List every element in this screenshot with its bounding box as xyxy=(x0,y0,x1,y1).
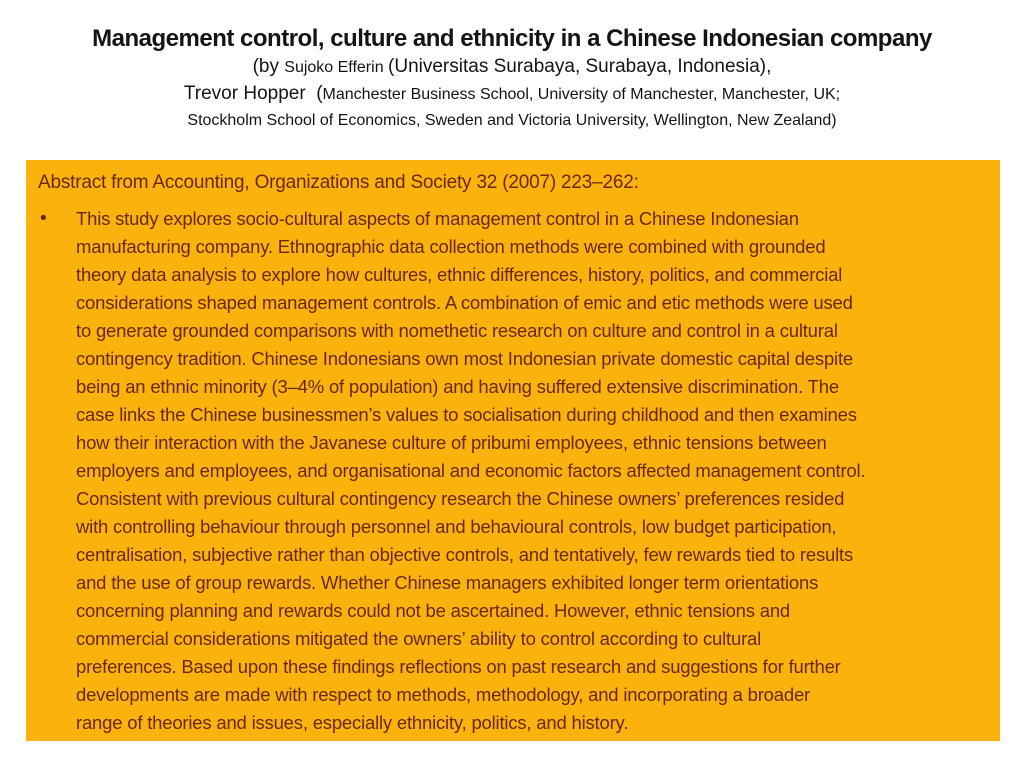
abstract-line: employers and employees, and organisational and economic factors affected management control. xyxy=(76,460,866,481)
abstract-line: and the use of group rewards. Whether Chinese managers exhibited longer term orientations xyxy=(76,572,819,593)
abstract-bullet-item xyxy=(38,205,988,737)
abstract-line: centralisation, subjective rather than objective controls, and tentatively, few rewards tied to results xyxy=(76,544,854,565)
byline-line-3: Stockholm School of Economics, Sweden and Victoria University, Wellington, New Zealand) xyxy=(187,112,837,129)
bullet-icon: • xyxy=(40,208,47,229)
abstract-line: contingency tradition. Chinese Indonesians own most Indonesian private domestic capital despite xyxy=(76,348,853,369)
abstract-line: range of theories and issues, especially ethnicity, politics, and history. xyxy=(76,712,629,733)
abstract-text xyxy=(76,205,988,737)
abstract-line: This study explores socio-cultural aspects of management control in a Chinese Indonesian xyxy=(76,208,799,229)
author-name-sujoko-efferin: Sujoko Efferin xyxy=(284,59,389,76)
affiliation-universitas-surabaya: (Universitas Surabaya, Surabaya, Indonesia), xyxy=(388,56,772,77)
abstract-box xyxy=(26,160,1000,741)
abstract-line: theory data analysis to explore how cultures, ethnic differences, history, politics, and commercial xyxy=(76,264,843,285)
byline-line-2 xyxy=(0,81,1024,108)
abstract-line: being an ethnic minority (3–4% of population) and having suffered extensive discrimination. The xyxy=(76,376,839,397)
abstract-line: with controlling behaviour through personnel and behavioural controls, low budget participation, xyxy=(76,516,837,537)
abstract-line: preferences. Based upon these findings reflections on past research and suggestions for further xyxy=(76,656,841,677)
abstract-line: considerations shaped management controls. A combination of emic and etic methods were used xyxy=(76,292,853,313)
byline-prefix: (by xyxy=(252,56,285,77)
abstract-line: case links the Chinese businessmen’s values to socialisation during childhood and then examines xyxy=(76,404,857,425)
abstract-line: manufacturing company. Ethnographic data collection methods were combined with grounded xyxy=(76,236,826,257)
affiliation-manchester: Manchester Business School, University of Manchester, Manchester, UK; xyxy=(322,86,841,103)
byline-line-1 xyxy=(0,54,1024,81)
abstract-line: how their interaction with the Javanese culture of pribumi employees, ethnic tensions between xyxy=(76,432,827,453)
title-block xyxy=(0,24,1024,134)
abstract-line: to generate grounded comparisons with nomethetic research on culture and control in a cultural xyxy=(76,320,838,341)
abstract-line: developments are made with respect to methods, methodology, and incorporating a broader xyxy=(76,684,811,705)
abstract-source-line: Abstract from Accounting, Organizations and Society 32 (2007) 223–262: xyxy=(38,172,639,193)
abstract-line: Consistent with previous cultural contingency research the Chinese owners’ preferences resided xyxy=(76,488,845,509)
author-name-trevor-hopper: Trevor Hopper ( xyxy=(183,83,323,104)
slide-title: Management control, culture and ethnicity in a Chinese Indonesian company xyxy=(92,25,932,52)
abstract-line: concerning planning and rewards could not be ascertained. However, ethnic tensions and xyxy=(76,600,791,621)
abstract-line: commercial considerations mitigated the owners’ ability to control according to cultural xyxy=(76,628,762,649)
